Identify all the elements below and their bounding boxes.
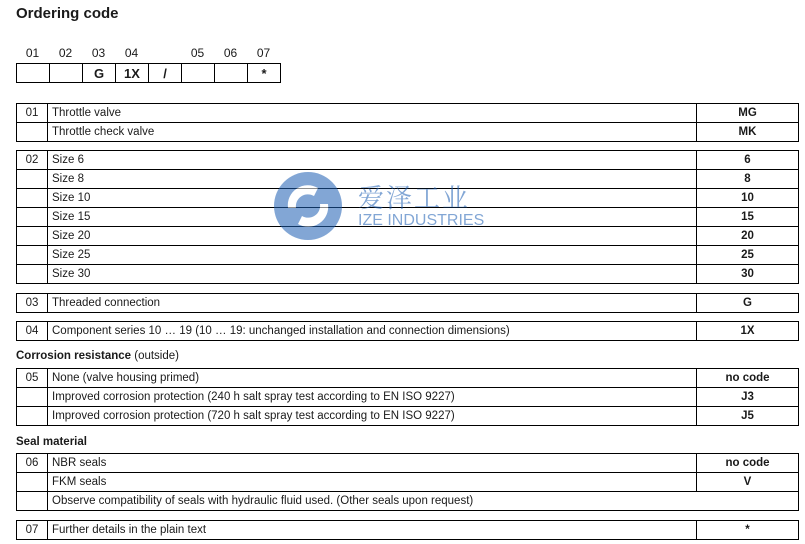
option-code: J5 bbox=[696, 407, 798, 425]
option-description: Further details in the plain text bbox=[47, 521, 712, 539]
option-description: Component series 10 … 19 (10 … 19: unchanged installation and connection dimensions) bbox=[47, 322, 712, 340]
option-code: J3 bbox=[696, 388, 798, 406]
option-code: 20 bbox=[696, 227, 798, 245]
option-description: Size 30 bbox=[47, 265, 712, 283]
code-box: * bbox=[247, 63, 281, 83]
code-box: 1X bbox=[115, 63, 149, 83]
option-group-07 bbox=[16, 520, 799, 540]
option-code: V bbox=[696, 473, 798, 491]
option-code: 15 bbox=[696, 208, 798, 226]
code-position-number: 06 bbox=[223, 46, 238, 60]
code-box: / bbox=[148, 63, 182, 83]
option-code: 6 bbox=[696, 151, 798, 169]
watermark-en-text: IZE INDUSTRIES bbox=[358, 212, 485, 229]
option-description: Improved corrosion protection (720 h salt spray test according to EN ISO 9227) bbox=[47, 407, 712, 425]
code-position-number: 04 bbox=[124, 46, 139, 60]
watermark-cn-text: 爱泽工业 bbox=[358, 183, 471, 213]
seal-note: Observe compatibility of seals with hydraulic fluid used. (Other seals upon request) bbox=[47, 492, 798, 510]
option-code: 25 bbox=[696, 246, 798, 264]
option-code: MG bbox=[696, 104, 798, 122]
option-code: 1X bbox=[696, 322, 798, 340]
code-box bbox=[214, 63, 248, 83]
group-number: 04 bbox=[25, 325, 39, 337]
watermark-logo-icon bbox=[272, 170, 344, 242]
section-heading-corrosion: Corrosion resistance (outside) bbox=[16, 350, 179, 362]
option-description: Size 6 bbox=[47, 151, 712, 169]
option-code: G bbox=[696, 294, 798, 312]
option-description: Throttle valve bbox=[47, 104, 712, 122]
option-description: Threaded connection bbox=[47, 294, 712, 312]
option-code: MK bbox=[696, 123, 798, 141]
option-group-06 bbox=[16, 453, 799, 511]
code-position-number: 07 bbox=[256, 46, 271, 60]
option-description: None (valve housing primed) bbox=[47, 369, 712, 387]
code-box bbox=[16, 63, 50, 83]
option-code: 8 bbox=[696, 170, 798, 188]
option-description: NBR seals bbox=[47, 454, 712, 472]
group-number: 02 bbox=[25, 154, 39, 166]
code-position-number: 01 bbox=[25, 46, 40, 60]
option-description: Size 25 bbox=[47, 246, 712, 264]
option-group-04 bbox=[16, 321, 799, 341]
watermark bbox=[272, 170, 512, 242]
option-description: Improved corrosion protection (240 h salt spray test according to EN ISO 9227) bbox=[47, 388, 712, 406]
option-group-05 bbox=[16, 368, 799, 426]
group-number: 06 bbox=[25, 457, 39, 469]
page-title: Ordering code bbox=[16, 5, 119, 22]
code-box bbox=[181, 63, 215, 83]
code-box: G bbox=[82, 63, 116, 83]
code-box bbox=[49, 63, 83, 83]
option-description: FKM seals bbox=[47, 473, 712, 491]
code-position-number: 03 bbox=[91, 46, 106, 60]
option-code: no code bbox=[696, 369, 798, 387]
option-code: no code bbox=[696, 454, 798, 472]
option-group-03 bbox=[16, 293, 799, 313]
group-number: 03 bbox=[25, 297, 39, 309]
group-number: 07 bbox=[25, 524, 39, 536]
option-description: Size 20 bbox=[47, 227, 712, 245]
option-code: 10 bbox=[696, 189, 798, 207]
group-number: 05 bbox=[25, 372, 39, 384]
group-number: 01 bbox=[25, 107, 39, 119]
section-heading-seal: Seal material bbox=[16, 436, 87, 448]
option-group-01 bbox=[16, 103, 799, 142]
code-position-number: 05 bbox=[190, 46, 205, 60]
code-position-number: 02 bbox=[58, 46, 73, 60]
option-description: Throttle check valve bbox=[47, 123, 712, 141]
option-description: Size 8 bbox=[47, 170, 712, 188]
option-code: * bbox=[696, 521, 798, 539]
option-description: Size 15 bbox=[47, 208, 712, 226]
option-description: Size 10 bbox=[47, 189, 712, 207]
option-code: 30 bbox=[696, 265, 798, 283]
